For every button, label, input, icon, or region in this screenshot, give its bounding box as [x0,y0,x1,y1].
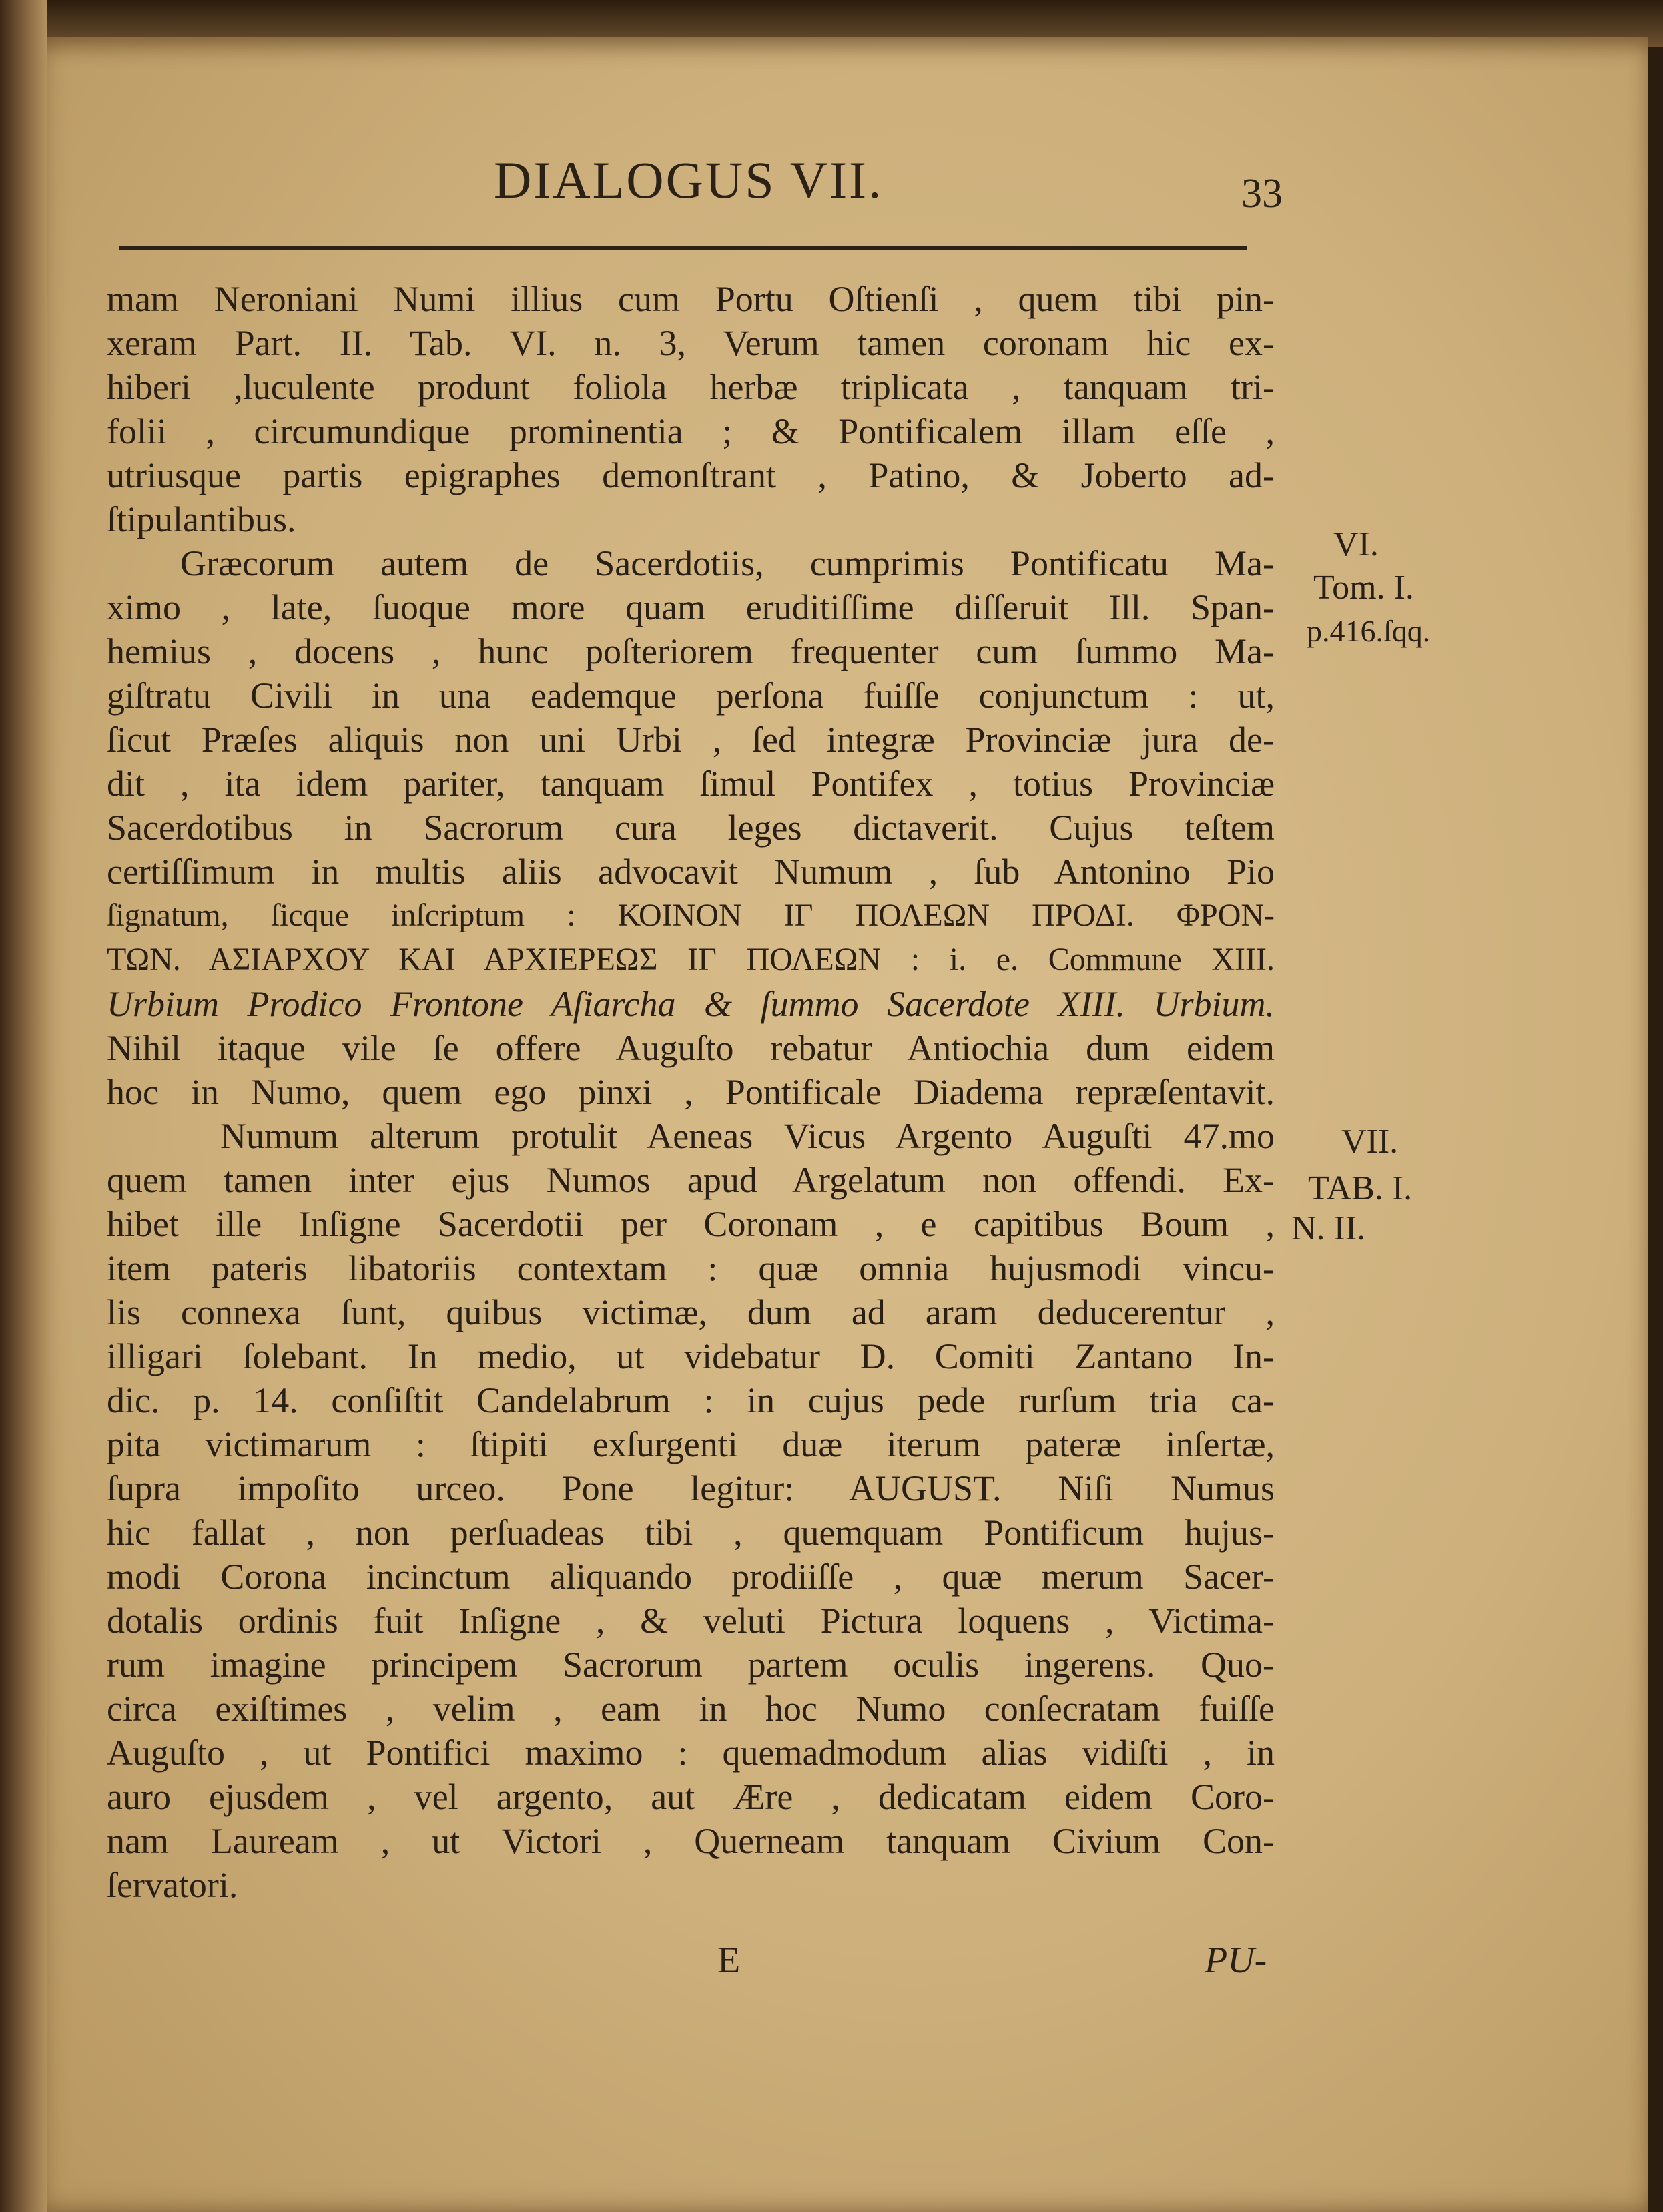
text-line: Urbium Prodico Frontone Aſiarcha & ſummo Sacerdote XIII. Urbium. [107,984,1275,1024]
text-line: Auguſto , ut Pontifici maximo : quemadmodum alias vidiſti , in [107,1733,1275,1773]
text-line: auro ejusdem , vel argento, aut Ære , dedicatam eidem Coro- [107,1777,1275,1817]
margin-note-vi: VI. [1333,525,1379,563]
text-line: ΤΩΝ. ΑΣΙΑΡΧΟΥ ΚΑΙ ΑΡΧΙΕΡΕΩΣ ΙΓ ΠΟΛΕΩΝ : i. e. Commune XIII. [107,942,1275,977]
text-line: Græcorum autem de Sacerdotiis, cumprimis Pontificatu Ma- [180,543,1275,583]
text-line: hiberi ,luculente produnt foliola herbæ triplicata , tanquam tri- [107,367,1275,407]
text-line: certiſſimum in multis aliis advocavit Numum , ſub Antonino Pio [107,852,1275,892]
text-line: mam Neroniani Numi illius cum Portu Oſtienſi , quem tibi pin- [107,279,1275,319]
text-line: nam Lauream , ut Victori , Querneam tanquam Civium Con- [107,1821,1275,1861]
binding-gutter [0,0,47,2212]
text-line: folii , circumundique prominentia ; & Pontificalem illam eſſe , [107,411,1275,451]
margin-note-vi-page: p.416.ſqq. [1307,614,1431,648]
header-rule [119,246,1247,250]
text-line: xeram Part. II. Tab. VI. n. 3, Verum tamen coronam hic ex- [107,323,1275,363]
text-line: hoc in Numo, quem ego pinxi , Pontificale Diadema repræſentavit. [107,1072,1275,1112]
margin-note-vi-tom: Tom. I. [1313,569,1414,607]
margin-note-vii-tab: TAB. I. [1308,1169,1413,1207]
signature-mark: E [717,1940,741,1981]
margin-note-vii-n: N. II. [1291,1209,1366,1248]
text-line: illigari ſolebant. In medio, ut videbatur D. Comiti Zantano In- [107,1336,1275,1376]
text-line: ſupra impoſito urceo. Pone legitur: AUGUST. Niſi Numus [107,1468,1275,1508]
text-line: giſtratu Civili in una eademque perſona fuiſſe conjunctum : ut, [107,675,1275,716]
text-line: hibet ille Inſigne Sacerdotii per Coronam , e capitibus Boum , [107,1204,1275,1244]
text-line: ſervatori. [107,1865,238,1905]
text-line: dotalis ordinis fuit Inſigne , & veluti Pictura loquens , Victima- [107,1601,1275,1641]
text-line: dic. p. 14. conſiſtit Candelabrum : in cujus pede rurſum tria ca- [107,1380,1275,1420]
text-line: Nihil itaque vile ſe offere Auguſto rebatur Antiochia dum eidem [107,1028,1275,1068]
page-number: 33 [1241,171,1283,216]
text-line: ſicut Præſes aliquis non uni Urbi , ſed integræ Provinciæ jura de- [107,720,1275,760]
text-line: ſtipulantibus. [107,499,296,539]
text-line: modi Corona incinctum aliquando prodiiſſe , quæ merum Sacer- [107,1557,1275,1597]
text-line: quem tamen inter ejus Numos apud Argelatum non offendi. Ex- [107,1160,1275,1200]
text-line: utriusque partis epigraphes demonſtrant , Patino, & Joberto ad- [107,455,1275,495]
text-line: ximo , late, ſuoque more quam eruditiſſime diſſeruit Ill. Span- [107,587,1275,627]
margin-note-vii: VII. [1341,1123,1399,1161]
running-title: DIALOGUS VII. [494,151,884,209]
text-line: dit , ita idem pariter, tanquam ſimul Pontifex , totius Provinciæ [107,764,1275,804]
text-line: ſignatum, ſicque inſcriptum : ΚΟΙΝΟΝ ΙΓ ΠΟΛΕΩΝ ΠΡΟΔΙ. ΦΡΟΝ- [107,898,1275,933]
text-line: circa exiſtimes , velim , eam in hoc Numo conſecratam fuiſſe [107,1689,1275,1729]
text-line: Sacerdotibus in Sacrorum cura leges dictaverit. Cujus teſtem [107,808,1275,848]
catchword: PU- [1205,1940,1267,1981]
text-line: pita victimarum : ſtipiti exſurgenti duæ iterum pateræ inſertæ, [107,1424,1275,1464]
text-line: lis connexa ſunt, quibus victimæ, dum ad aram deducerentur , [107,1292,1275,1332]
text-line: hic fallat , non perſuadeas tibi , quemquam Pontificum hujus- [107,1512,1275,1553]
text-line: hemius , docens , hunc poſteriorem frequenter cum ſummo Ma- [107,631,1275,671]
text-line: Numum alterum protulit Aeneas Vicus Argento Auguſti 47.mo [220,1116,1275,1156]
text-line: rum imagine principem Sacrorum partem oculis ingerens. Quo- [107,1645,1275,1685]
text-line: item pateris libatoriis contextam : quæ omnia hujusmodi vincu- [107,1248,1275,1288]
